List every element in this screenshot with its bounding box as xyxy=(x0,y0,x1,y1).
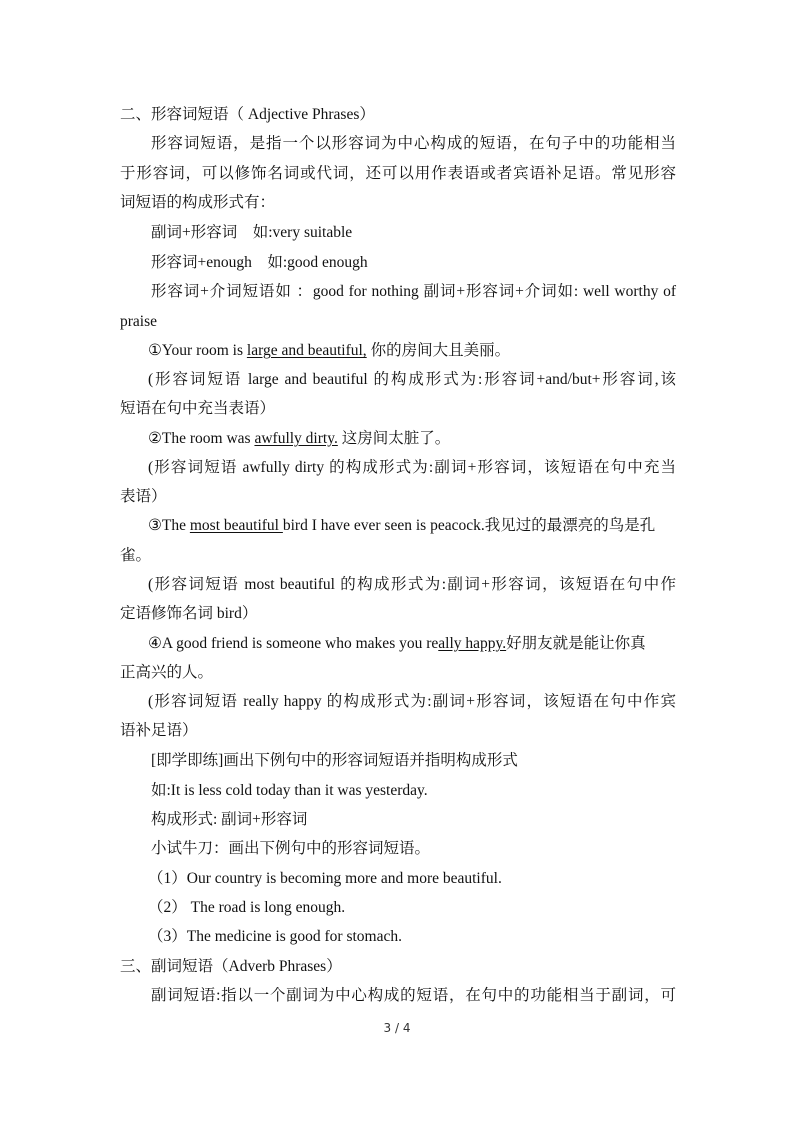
explanation-line: (形容词短语 awfully dirty 的构成形式为:副词+形容词，该短语在句中充当 xyxy=(148,459,676,476)
explanation-line: 定语修饰名词 bird） xyxy=(120,605,258,622)
example-continued: 雀。 xyxy=(120,547,152,564)
exercise-item: （3）The medicine is good for stomach. xyxy=(148,928,402,945)
example-text: ①Your room is xyxy=(148,342,247,359)
underlined-phrase: awfully dirty. xyxy=(254,430,338,447)
exercise-item: （1）Our country is becoming more and more beautiful. xyxy=(148,870,502,887)
practice-form: 构成形式: 副词+形容词 xyxy=(151,811,308,828)
section-heading-adverb-phrases: 三、副词短语（Adverb Phrases） xyxy=(120,958,342,975)
explanation-line: 语补足语） xyxy=(120,722,198,739)
explanation-line: (形容词短语 most beautiful 的构成形式为:副词+形容词，该短语在句中作 xyxy=(148,576,676,593)
exercise-item: （2） The road is long enough. xyxy=(148,899,346,916)
example-sentence xyxy=(148,340,704,362)
form-item: 形容词+enough 如:good enough xyxy=(151,254,368,271)
example-text: ③The xyxy=(148,517,190,534)
underlined-phrase: large and beautiful, xyxy=(246,342,367,359)
example-text: ④A good friend is someone who makes you re xyxy=(148,635,439,652)
paragraph-line: 副词短语:指以一个副词为中心构成的短语，在句中的功能相当于副词，可 xyxy=(151,987,676,1004)
form-item-continued: praise xyxy=(120,313,158,330)
form-item: 副词+形容词 如:very suitable xyxy=(151,224,353,241)
paragraph-line: 于形容词，可以修饰名词或代词，还可以用作表语或者宾语补足语。常见形容 xyxy=(120,165,676,182)
form-item: 形容词+介词短语如 ：good for nothing 副词+形容词+介词如: well worthy of xyxy=(151,283,676,300)
example-translation: 好朋友就是能让你真 xyxy=(506,635,646,652)
example-sentence xyxy=(148,515,704,537)
page-number: 3 / 4 xyxy=(383,1021,411,1035)
paragraph-line: 形容词短语，是指一个以形容词为中心构成的短语，在句子中的功能相当 xyxy=(151,135,676,152)
practice-heading: [即学即练]画出下例句中的形容词短语并指明构成形式 xyxy=(151,752,518,769)
exercise-heading: 小试牛刀：画出下例句中的形容词短语。 xyxy=(151,840,431,857)
underlined-phrase: most beautiful xyxy=(189,517,283,534)
explanation-line: 表语） xyxy=(120,488,167,505)
explanation-line: (形容词短语 really happy 的构成形式为:副词+形容词，该短语在句中作宾 xyxy=(148,693,676,710)
paragraph-line: 词短语的构成形式有： xyxy=(120,194,276,211)
underlined-phrase: ally happy. xyxy=(438,635,507,652)
example-translation: bird I have ever seen is peacock.我见过的最漂亮的鸟是孔 xyxy=(282,517,656,534)
explanation-line: (形容词短语 large and beautiful 的构成形式为:形容词+and/but+形容词,该 xyxy=(148,371,676,388)
example-translation: 你的房间大且美丽。 xyxy=(366,342,511,359)
example-sentence xyxy=(148,633,704,655)
explanation-line: 短语在句中充当表语） xyxy=(120,400,276,417)
example-text: ②The room was xyxy=(148,430,255,447)
example-translation: 这房间太脏了。 xyxy=(337,430,451,447)
example-continued: 正高兴的人。 xyxy=(120,664,214,681)
section-heading-adjective-phrases: 二、形容词短语（ Adjective Phrases） xyxy=(120,106,375,123)
example-sentence xyxy=(148,428,704,450)
practice-example: 如:It is less cold today than it was yesterday. xyxy=(151,782,428,799)
